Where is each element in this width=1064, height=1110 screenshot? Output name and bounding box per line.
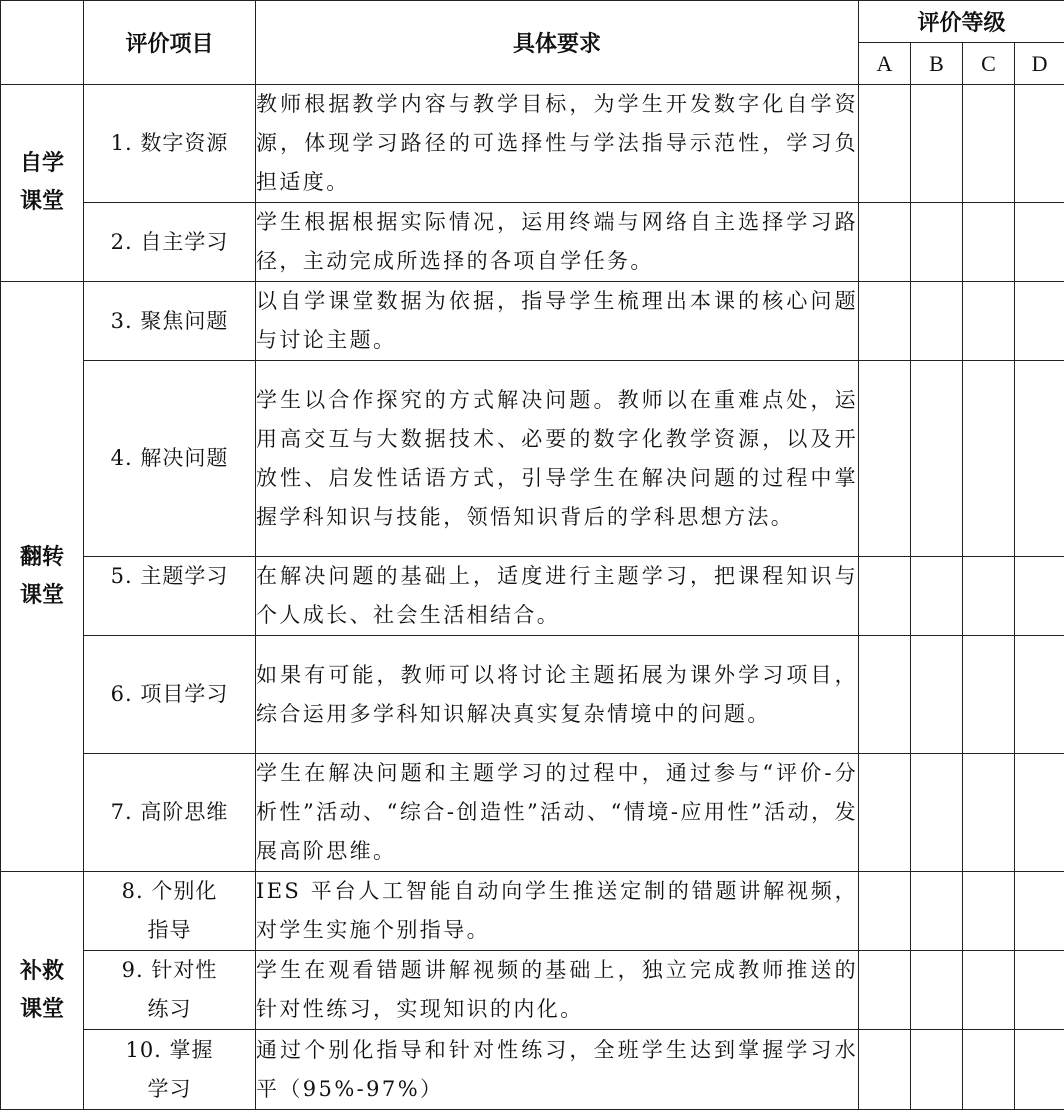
grade-c: C xyxy=(963,43,1015,85)
table-row xyxy=(1,203,1064,282)
grade-box[interactable] xyxy=(963,85,1015,203)
header-requirement: 具体要求 xyxy=(256,1,859,85)
grade-box[interactable] xyxy=(1015,557,1064,636)
grade-box[interactable] xyxy=(859,754,911,872)
table-row xyxy=(1,636,1064,754)
grade-box[interactable] xyxy=(1015,85,1064,203)
requirement-text: 在解决问题的基础上，适度进行主题学习，把课程知识与个人成长、社会生活相结合。 xyxy=(256,557,859,636)
item-label xyxy=(84,951,256,1030)
requirement-text: 学生在解决问题和主题学习的过程中，通过参与“评价-分析性”活动、“综合-创造性”活动、“情境-应用性”活动，发展高阶思维。 xyxy=(256,754,859,872)
grade-box[interactable] xyxy=(911,282,963,361)
grade-box[interactable] xyxy=(963,872,1015,951)
grade-box[interactable] xyxy=(1015,872,1064,951)
grade-box[interactable] xyxy=(1015,203,1064,282)
grade-box[interactable] xyxy=(859,872,911,951)
section-flipped: 翻转课堂 xyxy=(1,282,84,872)
requirement-text: 以自学课堂数据为依据，指导学生梳理出本课的核心问题与讨论主题。 xyxy=(256,282,859,361)
grade-box[interactable] xyxy=(911,872,963,951)
table-row xyxy=(1,951,1064,1030)
header-grade: 评价等级 xyxy=(859,1,1064,43)
grade-box[interactable] xyxy=(1015,636,1064,754)
item-label-line1: 8. 个别化 xyxy=(84,872,255,911)
table-row xyxy=(1,282,1064,361)
item-label xyxy=(84,1030,256,1110)
grade-a: A xyxy=(859,43,911,85)
table-row xyxy=(1,85,1064,203)
table-row xyxy=(1,557,1064,636)
grade-box[interactable] xyxy=(911,636,963,754)
grade-box[interactable] xyxy=(859,361,911,557)
requirement-text: 学生在观看错题讲解视频的基础上，独立完成教师推送的针对性练习，实现知识的内化。 xyxy=(256,951,859,1030)
grade-box[interactable] xyxy=(911,361,963,557)
requirement-text: 如果有可能，教师可以将讨论主题拓展为课外学习项目，综合运用多学科知识解决真实复杂情境中的问题。 xyxy=(256,636,859,754)
header-row xyxy=(1,1,1064,43)
grade-box[interactable] xyxy=(1015,754,1064,872)
section-self-study: 自学课堂 xyxy=(1,85,84,282)
item-label-line2: 练习 xyxy=(84,990,255,1029)
requirement-text: IES 平台人工智能自动向学生推送定制的错题讲解视频，对学生实施个别指导。 xyxy=(256,872,859,951)
item-label xyxy=(84,872,256,951)
grade-box[interactable] xyxy=(1015,951,1064,1030)
table-row xyxy=(1,872,1064,951)
grade-box[interactable] xyxy=(1015,1030,1064,1110)
item-label: 2. 自主学习 xyxy=(84,203,256,282)
grade-box[interactable] xyxy=(859,282,911,361)
grade-box[interactable] xyxy=(1015,361,1064,557)
item-label: 3. 聚焦问题 xyxy=(84,282,256,361)
grade-box[interactable] xyxy=(859,1030,911,1110)
grade-box[interactable] xyxy=(859,203,911,282)
item-label: 5. 主题学习 xyxy=(84,557,256,636)
grade-box[interactable] xyxy=(911,754,963,872)
table-row xyxy=(1,754,1064,872)
grade-box[interactable] xyxy=(911,1030,963,1110)
grade-box[interactable] xyxy=(911,557,963,636)
requirement-text: 通过个别化指导和针对性练习，全班学生达到掌握学习水平（95%-97%） xyxy=(256,1030,859,1110)
grade-box[interactable] xyxy=(963,636,1015,754)
item-label-line1: 10. 掌握 xyxy=(84,1031,255,1070)
item-label: 7. 高阶思维 xyxy=(84,754,256,872)
grade-box[interactable] xyxy=(963,361,1015,557)
grade-box[interactable] xyxy=(911,203,963,282)
grade-box[interactable] xyxy=(963,203,1015,282)
item-label: 4. 解决问题 xyxy=(84,361,256,557)
grade-box[interactable] xyxy=(859,951,911,1030)
grade-box[interactable] xyxy=(911,85,963,203)
requirement-text: 教师根据教学内容与教学目标，为学生开发数字化自学资源，体现学习路径的可选择性与学法指导示范性，学习负担适度。 xyxy=(256,85,859,203)
table-row xyxy=(1,361,1064,557)
grade-box[interactable] xyxy=(859,636,911,754)
section-remedial: 补救课堂 xyxy=(1,872,84,1110)
item-label-line2: 学习 xyxy=(84,1070,255,1109)
table-row xyxy=(1,1030,1064,1110)
grade-box[interactable] xyxy=(1015,282,1064,361)
item-label: 6. 项目学习 xyxy=(84,636,256,754)
grade-d: D xyxy=(1015,43,1064,85)
requirement-text: 学生以合作探究的方式解决问题。教师以在重难点处，运用高交互与大数据技术、必要的数字化教学资源，以及开放性、启发性话语方式，引导学生在解决问题的过程中掌握学科知识与技能，领悟知识背后的学科思想方法。 xyxy=(256,361,859,557)
grade-box[interactable] xyxy=(963,951,1015,1030)
grade-box[interactable] xyxy=(911,951,963,1030)
grade-box[interactable] xyxy=(963,754,1015,872)
item-label: 1. 数字资源 xyxy=(84,85,256,203)
grade-box[interactable] xyxy=(963,282,1015,361)
grade-box[interactable] xyxy=(963,557,1015,636)
corner-cell xyxy=(1,1,84,85)
grade-box[interactable] xyxy=(963,1030,1015,1110)
grade-box[interactable] xyxy=(859,557,911,636)
grade-b: B xyxy=(911,43,963,85)
grade-box[interactable] xyxy=(859,85,911,203)
item-label-line1: 9. 针对性 xyxy=(84,951,255,990)
requirement-text: 学生根据根据实际情况，运用终端与网络自主选择学习路径，主动完成所选择的各项自学任务。 xyxy=(256,203,859,282)
item-label-line2: 指导 xyxy=(84,911,255,950)
header-item: 评价项目 xyxy=(84,1,256,85)
